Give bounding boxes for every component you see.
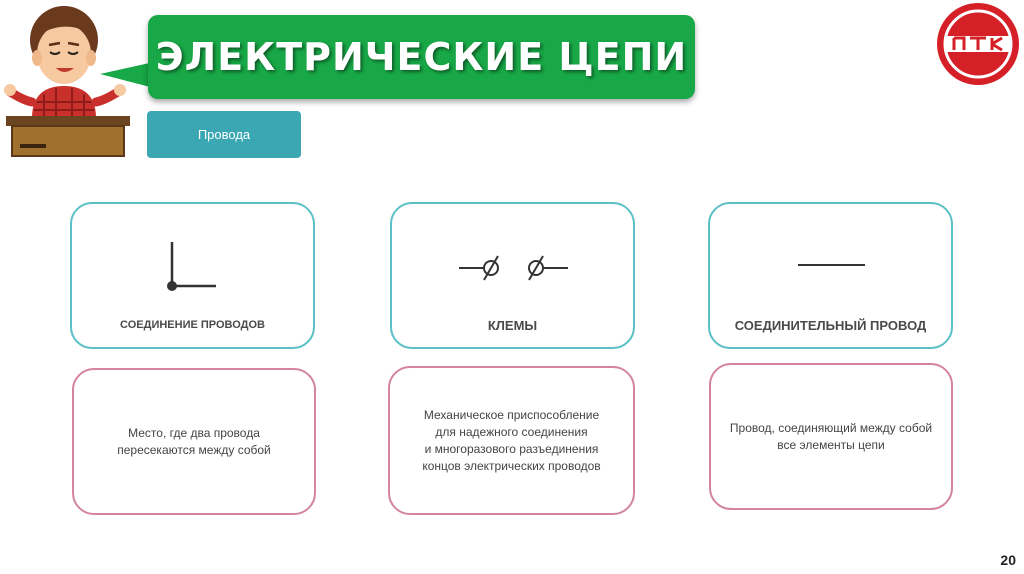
description-line: все элементы цепи — [777, 437, 885, 452]
card-description-clamp — [388, 366, 635, 515]
card-title: СОЕДИНЕНИЕ ПРОВОДОВ — [120, 319, 265, 331]
description-line: Провод, соединяющий между собой — [729, 420, 933, 435]
card-title: КЛЕМЫ — [487, 318, 538, 333]
title-banner — [148, 15, 695, 99]
description-line: Механическое приспособление — [423, 407, 600, 422]
card-description-wire — [709, 363, 953, 510]
description-line: концов электрических проводов — [422, 458, 601, 473]
card-wire-junction — [70, 202, 315, 349]
brand-logo-icon — [936, 2, 1020, 86]
page-title: ЭЛЕКТРИЧЕСКИЕ ЦЕПИ — [155, 35, 688, 79]
description-line: и многоразового разъединения — [424, 441, 599, 456]
mascot-character-icon — [4, 2, 154, 158]
description-line: пересекаются между собой — [117, 442, 271, 457]
card-terminal-clamp — [390, 202, 635, 349]
description-text — [84, 425, 304, 459]
subtitle-badge — [147, 111, 301, 158]
card-title: СОЕДИНИТЕЛЬНЫЙ ПРОВОД — [734, 318, 927, 333]
subtitle-label: Провода — [197, 127, 251, 142]
card-connecting-wire — [708, 202, 953, 349]
card-description-junction — [72, 368, 316, 515]
description-text — [400, 407, 623, 475]
description-line: Место, где два провода — [128, 425, 260, 440]
description-line: для надежного соединения — [435, 424, 588, 439]
page-number: 20 — [1000, 552, 1016, 568]
description-text — [721, 420, 941, 454]
